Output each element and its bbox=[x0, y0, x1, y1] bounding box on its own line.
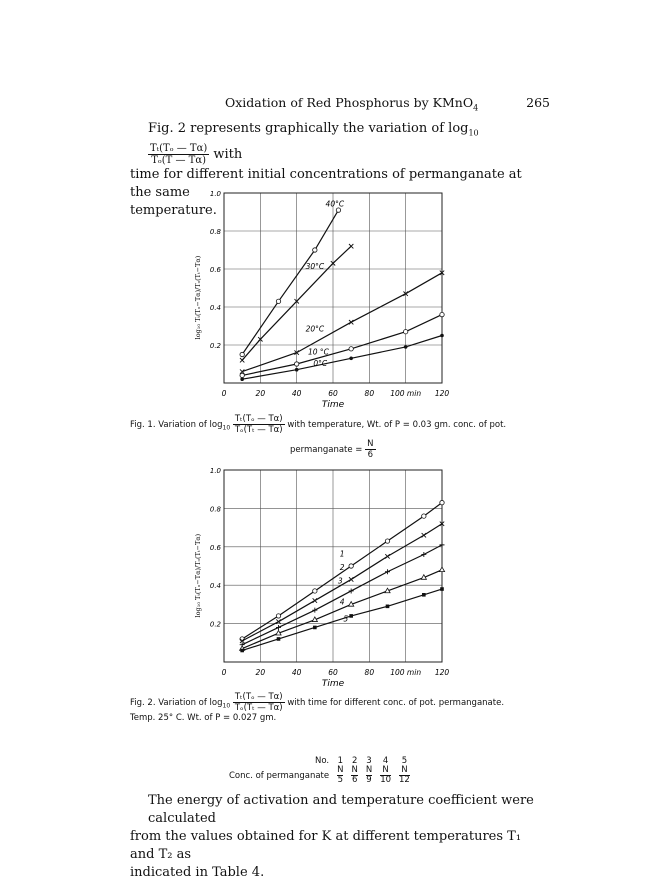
data-point bbox=[240, 352, 244, 356]
y-axis-label: log₁₀ Tₜ(Tₒ−Tα)/Tₒ(Tₜ−Tα) bbox=[194, 533, 202, 618]
y-tick-label: 1.0 bbox=[209, 467, 221, 475]
closing-line-1: The energy of activation and temperature coefficient were calculated bbox=[148, 793, 534, 826]
closing-line-3: indicated in Table 4. bbox=[130, 865, 265, 880]
x-tick-label: 40 bbox=[291, 668, 302, 677]
series-label: 30°C bbox=[305, 262, 325, 271]
y-tick-label: 0.8 bbox=[209, 228, 221, 236]
data-point bbox=[276, 625, 281, 630]
intro-text-2: with bbox=[213, 146, 243, 162]
intro-fraction: $\frac{\text{Tₜ(Tₒ — Tα)}}{\text{Tₒ(T — Tα)}}$ bbox=[150, 142, 208, 166]
data-point bbox=[349, 244, 353, 248]
data-point bbox=[313, 248, 317, 252]
data-point bbox=[240, 377, 244, 381]
data-point bbox=[385, 539, 389, 543]
data-point bbox=[240, 373, 244, 377]
data-point bbox=[386, 605, 390, 609]
data-point bbox=[440, 500, 444, 504]
data-point bbox=[313, 626, 317, 630]
y-tick-label: 0.8 bbox=[209, 505, 221, 514]
x-tick-label: 80 bbox=[364, 668, 375, 677]
table-conc-label: Conc. of permanganate bbox=[229, 770, 330, 781]
x-tick-label: 80 bbox=[364, 389, 375, 398]
intro-line-2: time for different initial concentrations of permanganate at the same bbox=[130, 166, 522, 200]
data-point bbox=[294, 362, 298, 366]
data-point bbox=[276, 614, 280, 618]
y-tick-label: 0.6 bbox=[209, 543, 221, 552]
data-point bbox=[421, 552, 426, 557]
table-no-label: No. bbox=[314, 756, 330, 766]
page-number: 265 bbox=[526, 95, 550, 110]
data-point bbox=[404, 345, 408, 349]
data-point bbox=[349, 588, 354, 593]
concentration-table: No. 1 2 3 4 5 Conc. of permanganate $\frac{N}{5}$ $\frac{N}{6}$ $\frac{N}{9}$ $\frac{N}{10}$ $\frac{N}{12}$ bbox=[225, 756, 414, 785]
closing-line-2: from the values obtained for K at different temperatures T₁ and T₂ as bbox=[130, 829, 522, 862]
data-point bbox=[277, 637, 281, 641]
x-tick-label: 0 bbox=[221, 668, 227, 677]
data-point bbox=[313, 598, 317, 602]
data-point bbox=[349, 320, 353, 324]
data-point bbox=[313, 589, 317, 593]
y-tick-label: 0.4 bbox=[209, 304, 221, 312]
x-tick-label: 100 min bbox=[390, 389, 422, 398]
series-label: 1 bbox=[339, 549, 345, 559]
data-point bbox=[349, 347, 353, 351]
running-title: Oxidation of Red Phosphorus by KMnO$_4$ bbox=[225, 95, 479, 113]
y-tick-label: 0.2 bbox=[209, 620, 221, 629]
series-label: 4 bbox=[339, 597, 345, 607]
closing-paragraph bbox=[130, 792, 542, 882]
figure-2-caption: Fig. 2. Variation of $\log_{10}$ $\frac{\text{Tₜ(Tₒ — Tα)}}{\text{Tₒ(Tₜ — Tα)}}$ with time for different conc. of pot. permanganate. Temp. 25° C. Wt. of P = 0.027 gm. bbox=[130, 692, 505, 723]
x-axis-label: Time bbox=[321, 400, 345, 410]
series-label: 10 °C bbox=[308, 347, 329, 357]
data-point bbox=[240, 358, 244, 362]
x-tick-label: 20 bbox=[255, 389, 266, 398]
data-point bbox=[349, 357, 353, 361]
intro-text-1: Fig. 2 represents graphically the variation of log bbox=[148, 121, 469, 136]
series-line bbox=[242, 336, 442, 380]
data-point bbox=[422, 514, 426, 518]
data-point bbox=[440, 312, 444, 316]
data-point bbox=[295, 368, 299, 372]
x-tick-label: 100 min bbox=[390, 668, 422, 677]
intro-line-3: temperature. bbox=[130, 202, 217, 218]
series-label: 40°C bbox=[325, 199, 345, 209]
data-point bbox=[440, 587, 444, 591]
x-tick-label: 60 bbox=[328, 389, 338, 398]
data-point bbox=[422, 593, 426, 597]
data-point bbox=[439, 567, 444, 572]
y-tick-label: 0.2 bbox=[209, 342, 221, 350]
y-tick-label: 1.0 bbox=[209, 190, 221, 198]
data-point bbox=[276, 619, 280, 623]
series-label: 0°C bbox=[313, 358, 328, 368]
figure-2-chart bbox=[194, 467, 449, 689]
series-label: 2 bbox=[339, 562, 345, 572]
x-axis-label: Time bbox=[321, 679, 345, 689]
data-point bbox=[349, 614, 353, 618]
x-tick-label: 40 bbox=[291, 389, 302, 398]
data-point bbox=[403, 330, 407, 334]
data-point bbox=[385, 569, 390, 574]
data-point bbox=[422, 533, 426, 537]
data-point bbox=[440, 334, 444, 338]
series-line bbox=[242, 273, 442, 372]
series-label: 3 bbox=[337, 576, 343, 586]
x-tick-label: 60 bbox=[328, 668, 338, 677]
x-tick-label: 20 bbox=[255, 668, 266, 677]
series-label: 20°C bbox=[305, 324, 325, 334]
x-tick-label: 120 bbox=[434, 668, 450, 677]
series-label: 5 bbox=[343, 614, 349, 624]
log-base: 10 bbox=[468, 128, 479, 138]
data-point bbox=[276, 299, 280, 303]
data-point bbox=[385, 554, 389, 558]
data-point bbox=[336, 208, 340, 212]
x-tick-label: 120 bbox=[434, 389, 450, 398]
data-point bbox=[349, 564, 353, 568]
y-axis-label: log₁₀ Tₜ(Tₒ−Tα)/Tₒ(Tₜ−Tα) bbox=[194, 255, 202, 340]
data-point bbox=[349, 577, 353, 581]
figure-1-chart bbox=[194, 190, 449, 410]
y-tick-label: 0.6 bbox=[209, 266, 221, 274]
figure-1-caption: Fig. 1. Variation of $\log_{10}$ $\frac{\text{Tₜ(Tₒ — Tα)}}{\text{Tₒ(Tₜ — Tα)}}$ with temperature, Wt. of P = 0.03 gm. conc. of pot. permanganate = $\frac{N}{6}$ bbox=[130, 414, 507, 460]
data-point bbox=[312, 608, 317, 613]
series-line bbox=[242, 545, 442, 645]
x-tick-label: 0 bbox=[221, 389, 227, 398]
y-tick-label: 0.4 bbox=[209, 582, 221, 591]
data-point bbox=[240, 649, 244, 653]
